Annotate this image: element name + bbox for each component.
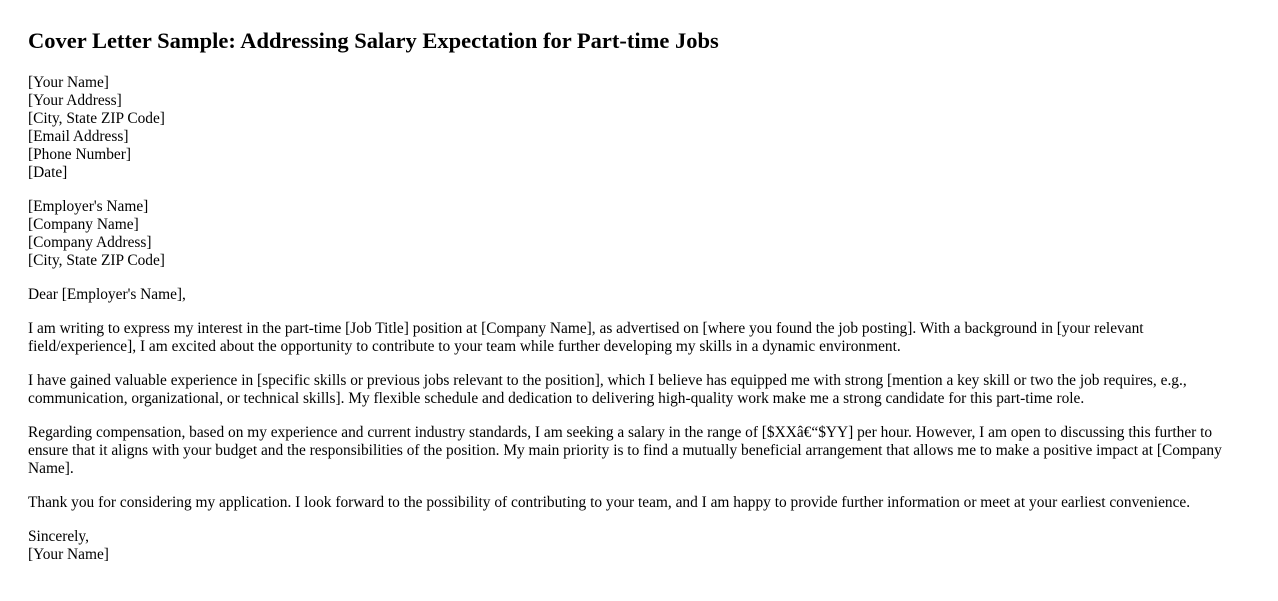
letter-document [28, 27, 1250, 564]
employer-name: [Employer's Name] [28, 198, 149, 215]
sender-city-state-zip: [City, State ZIP Code] [28, 110, 165, 127]
body-paragraph-compensation: Regarding compensation, based on my experience and current industry standards, I am seeking a salary in the range of [$XXâ€“$YY] per hour. However, I am open to discussing this further to ensure that it aligns with your budget and the responsibilities of the position. My main priority is to find a mutually beneficial arrangement that allows me to make a positive impact at [Company Name]. [28, 424, 1222, 477]
signature-block [28, 528, 1250, 564]
body-paragraph-experience: I have gained valuable experience in [specific skills or previous jobs relevant to the position], which I believe has equipped me with strong [mention a key skill or two the job requires, e.g., communication, organizational, or technical skills]. My flexible schedule and dedication to delivering high-quality work make me a strong candidate for this part-time role. [28, 372, 1187, 407]
page-title: Cover Letter Sample: Addressing Salary Expectation for Part-time Jobs [28, 28, 719, 53]
body-paragraph-closing: Thank you for considering my application. I look forward to the possibility of contributing to your team, and I am happy to provide further information or meet at your earliest convenience. [28, 494, 1191, 511]
closing-phrase: Sincerely, [28, 528, 89, 545]
company-address: [Company Address] [28, 234, 152, 251]
sender-address: [Your Address] [28, 92, 122, 109]
body-paragraph-intro: I am writing to express my interest in the part-time [Job Title] position at [Company Name], as advertised on [where you found the job posting]. With a background in [your relevant field/experience], I am excited about the opportunity to contribute to your team while further developing my skills in a dynamic environment. [28, 320, 1144, 355]
sender-address-block [28, 74, 1250, 182]
signature-name: [Your Name] [28, 546, 109, 563]
letter-date: [Date] [28, 164, 68, 181]
sender-email: [Email Address] [28, 128, 129, 145]
sender-name: [Your Name] [28, 74, 109, 91]
sender-phone: [Phone Number] [28, 146, 132, 163]
recipient-address-block [28, 198, 1250, 270]
company-name: [Company Name] [28, 216, 139, 233]
company-city-state-zip: [City, State ZIP Code] [28, 252, 165, 269]
salutation: Dear [Employer's Name], [28, 286, 186, 303]
